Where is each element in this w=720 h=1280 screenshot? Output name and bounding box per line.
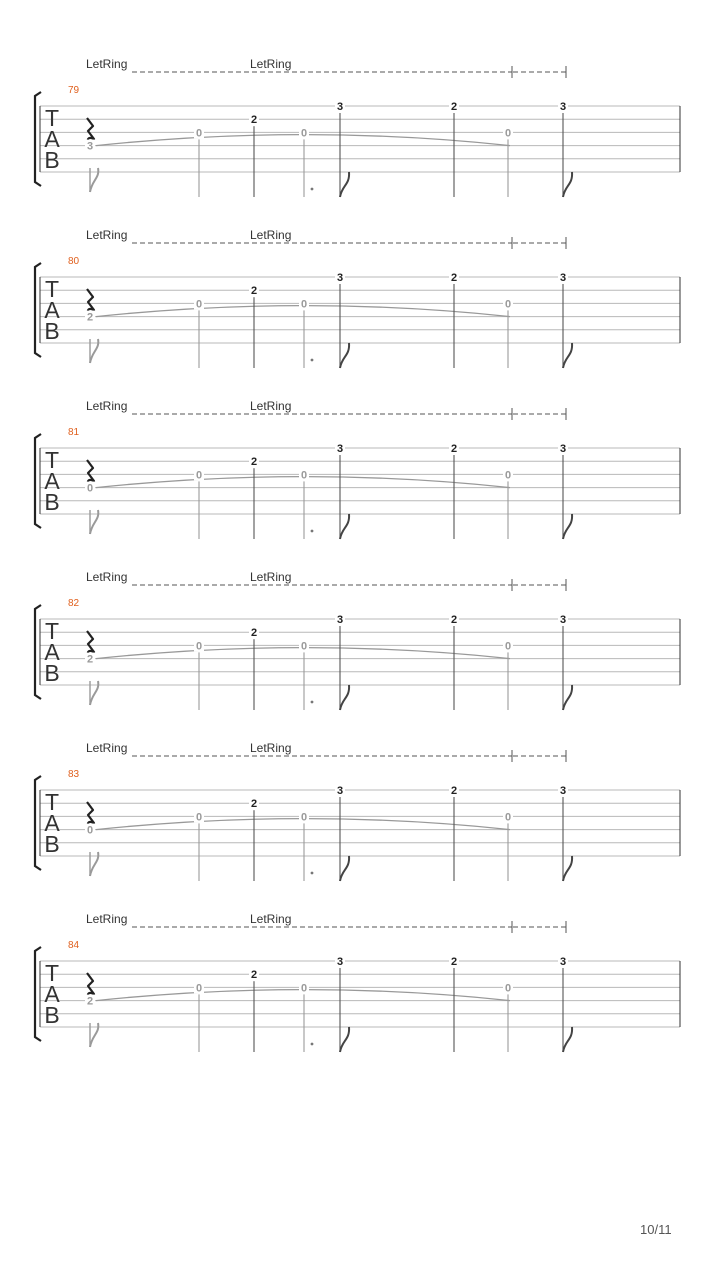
measure-number: 81 — [68, 427, 80, 438]
fret-number: 0 — [300, 640, 308, 653]
dot-icon — [311, 701, 314, 704]
eighth-flag-icon — [340, 685, 349, 710]
tab-system — [35, 912, 680, 1052]
dot-icon — [311, 1043, 314, 1046]
eighth-flag-icon — [563, 1027, 572, 1052]
tab-clef-letter: B — [44, 831, 60, 857]
tab-clef-letter: A — [44, 468, 60, 494]
let-ring-label: LetRing — [86, 912, 128, 926]
eighth-flag-icon — [563, 343, 572, 368]
let-ring-label: LetRing — [250, 399, 292, 413]
quarter-rest-icon — [87, 973, 94, 998]
fret-number: 0 — [504, 127, 512, 140]
tab-clef-letter: T — [44, 960, 60, 986]
fret-number: 2 — [250, 969, 258, 982]
measure-number: 80 — [68, 256, 80, 267]
fret-number: 0 — [195, 811, 203, 824]
fret-number: 0 — [86, 482, 94, 495]
tab-system — [35, 570, 680, 710]
page-number: 10/11 — [640, 1222, 672, 1237]
fret-number: 0 — [195, 640, 203, 653]
tab-clef-letter: A — [44, 126, 60, 152]
tab-clef-letter: T — [44, 618, 60, 644]
fret-number: 3 — [336, 443, 344, 455]
fret-number: 0 — [300, 811, 308, 824]
fret-number: 2 — [86, 653, 94, 666]
tab-clef-letter: T — [44, 447, 60, 473]
let-ring-label: LetRing — [86, 570, 128, 584]
tab-clef-letter: B — [44, 1002, 60, 1028]
fret-number: 2 — [450, 443, 458, 455]
measure-number: 79 — [68, 85, 80, 96]
fret-number: 3 — [336, 956, 344, 968]
fret-number: 2 — [450, 614, 458, 626]
quarter-rest-icon — [87, 802, 94, 827]
fret-number: 2 — [450, 956, 458, 968]
tab-system — [35, 399, 680, 539]
fret-number: 2 — [250, 627, 258, 640]
fret-number: 3 — [559, 272, 567, 284]
measure-number: 83 — [68, 769, 80, 780]
measure-number: 84 — [68, 940, 80, 951]
fret-number: 0 — [195, 127, 203, 140]
tab-clef-letter: B — [44, 660, 60, 686]
tab-system — [35, 228, 680, 368]
fret-number: 0 — [300, 469, 308, 482]
let-ring-label: LetRing — [250, 57, 292, 71]
eighth-flag-icon — [340, 343, 349, 368]
eighth-flag-icon — [563, 172, 572, 197]
eighth-flag-icon — [563, 685, 572, 710]
let-ring-label: LetRing — [250, 912, 292, 926]
tab-clef-letter: T — [44, 789, 60, 815]
fret-number: 0 — [300, 298, 308, 311]
dot-icon — [311, 530, 314, 533]
eighth-flag-icon — [563, 856, 572, 881]
eighth-flag-icon — [563, 514, 572, 539]
let-ring-label: LetRing — [250, 570, 292, 584]
quarter-rest-icon — [87, 118, 94, 143]
fret-number: 3 — [86, 140, 94, 153]
fret-number: 0 — [504, 640, 512, 653]
fret-number: 0 — [504, 298, 512, 311]
let-ring-label: LetRing — [86, 228, 128, 242]
quarter-rest-icon — [87, 460, 94, 485]
tab-clef-letter: A — [44, 810, 60, 836]
fret-number: 0 — [504, 469, 512, 482]
fret-number: 3 — [559, 101, 567, 113]
fret-number: 2 — [250, 114, 258, 127]
fret-number: 0 — [195, 298, 203, 311]
fret-number: 0 — [504, 811, 512, 824]
fret-number: 0 — [195, 982, 203, 995]
tab-clef-letter: A — [44, 297, 60, 323]
fret-number: 3 — [336, 614, 344, 626]
let-ring-label: LetRing — [86, 741, 128, 755]
fret-number: 3 — [336, 272, 344, 284]
fret-number: 2 — [450, 272, 458, 284]
tab-system — [35, 741, 680, 881]
fret-number: 2 — [250, 456, 258, 469]
dot-icon — [311, 188, 314, 191]
quarter-rest-icon — [87, 631, 94, 656]
fret-number: 0 — [195, 469, 203, 482]
fret-number: 3 — [559, 443, 567, 455]
dot-icon — [311, 872, 314, 875]
fret-number: 0 — [504, 982, 512, 995]
fret-number: 2 — [86, 311, 94, 324]
fret-number: 2 — [450, 101, 458, 113]
eighth-flag-icon — [340, 856, 349, 881]
tab-clef-letter: T — [44, 276, 60, 302]
fret-number: 3 — [559, 785, 567, 797]
fret-number: 2 — [86, 995, 94, 1008]
tab-system — [35, 57, 680, 197]
eighth-flag-icon — [340, 514, 349, 539]
fret-number: 2 — [450, 785, 458, 797]
quarter-rest-icon — [87, 289, 94, 314]
fret-number: 2 — [250, 285, 258, 298]
fret-number: 3 — [559, 614, 567, 626]
tab-clef-letter: B — [44, 489, 60, 515]
tab-clef-letter: A — [44, 639, 60, 665]
fret-number: 3 — [336, 785, 344, 797]
dot-icon — [311, 359, 314, 362]
fret-number: 3 — [336, 101, 344, 113]
fret-number: 3 — [559, 956, 567, 968]
let-ring-label: LetRing — [250, 228, 292, 242]
tab-clef-letter: B — [44, 318, 60, 344]
tab-clef-letter: T — [44, 105, 60, 131]
eighth-flag-icon — [340, 1027, 349, 1052]
fret-number: 0 — [300, 982, 308, 995]
eighth-flag-icon — [340, 172, 349, 197]
measure-number: 82 — [68, 598, 80, 609]
tab-clef-letter: B — [44, 147, 60, 173]
tab-clef-letter: A — [44, 981, 60, 1007]
let-ring-label: LetRing — [86, 57, 128, 71]
fret-number: 2 — [250, 798, 258, 811]
fret-number: 0 — [300, 127, 308, 140]
let-ring-label: LetRing — [250, 741, 292, 755]
fret-number: 0 — [86, 824, 94, 837]
let-ring-label: LetRing — [86, 399, 128, 413]
